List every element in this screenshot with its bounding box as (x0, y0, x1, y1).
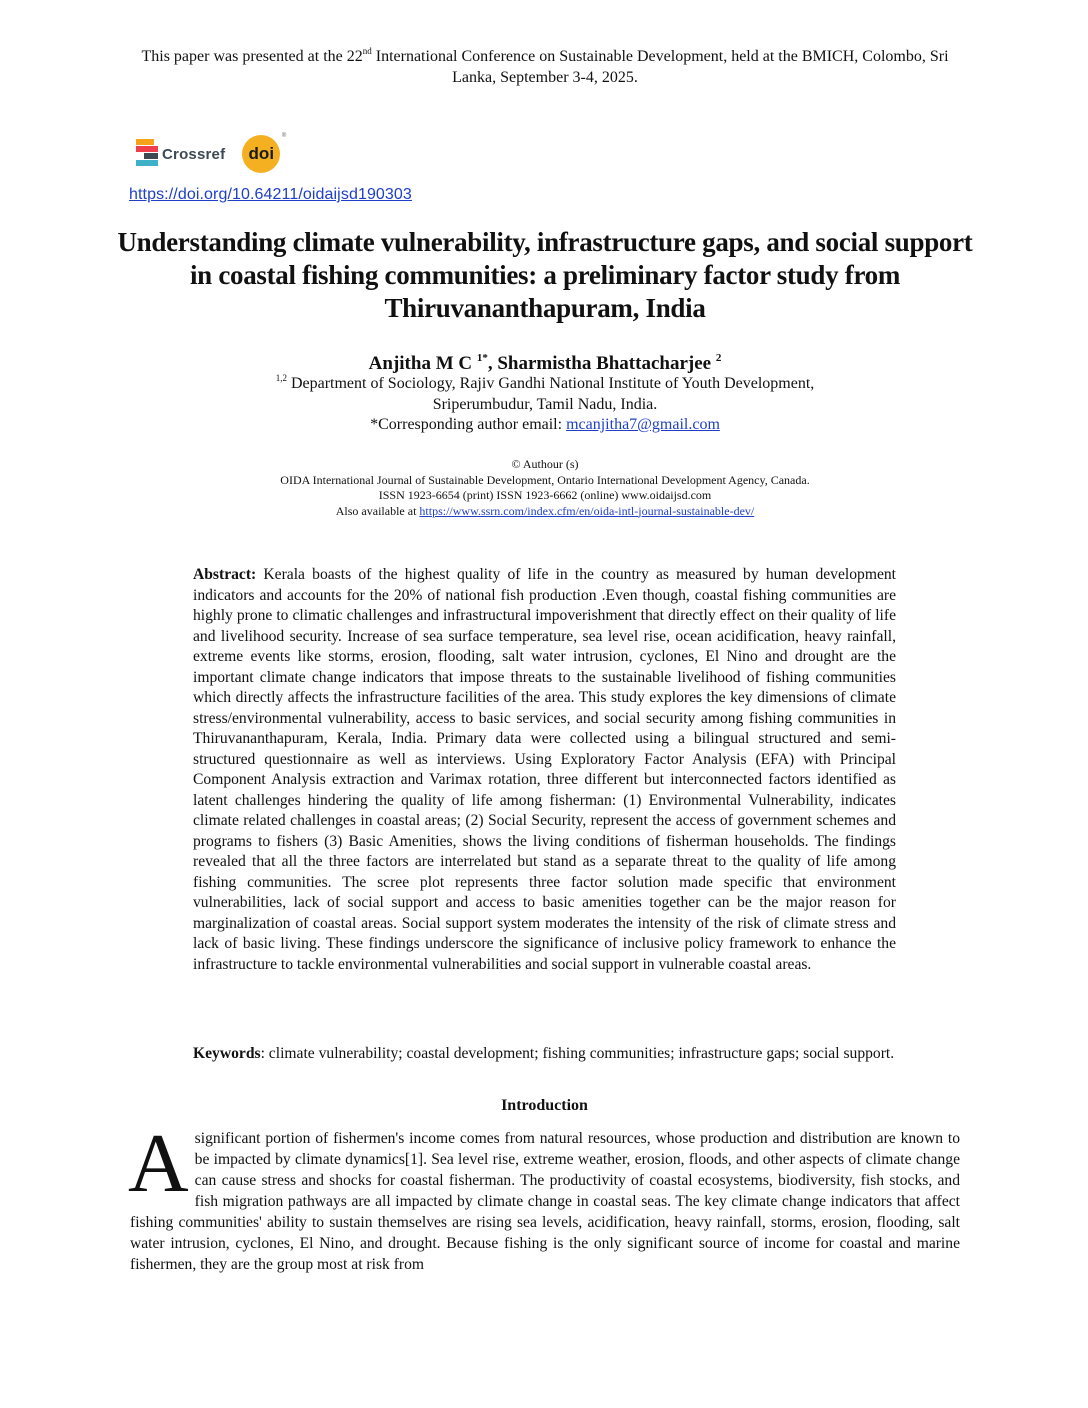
author-separator: , (487, 353, 498, 374)
keywords-label: Keywords (193, 1045, 261, 1062)
doi-logo-icon[interactable] (242, 133, 287, 173)
drop-cap: A (128, 1117, 189, 1210)
abstract-label: Abstract: (193, 566, 257, 583)
author-affiliation-mark: 1* (476, 352, 488, 364)
doi-label: doi (248, 144, 275, 163)
corresponding-author (150, 415, 940, 436)
affiliation-superscript: 1,2 (275, 373, 287, 383)
copyright-line: © Authour (s) (511, 457, 579, 471)
author-affiliation-mark: 2 (715, 352, 722, 364)
abstract (193, 565, 896, 975)
publisher-logos (136, 133, 287, 174)
email-link[interactable]: mcanjitha7@gmail.com (566, 416, 720, 433)
crossref-logo[interactable] (136, 139, 225, 169)
paper-title: Understanding climate vulnerability, infrastructure gaps, and social support in coastal fishing communities: a preliminary factor study from Thiruvananthapuram, India (117, 227, 973, 323)
keywords-text: : climate vulnerability; coastal development; fishing communities; infrastructure gaps; social support. (260, 1045, 895, 1062)
journal-info (200, 457, 890, 519)
abstract-text: Kerala boasts of the highest quality of life in the country as measured by human development indicators and accounts for the 20% of national fish production .Even though, coastal fishing communities are highly prone to climatic challenges and infrastructural impoverishment that directly effect on their quality of life and livelihood security. Increase of sea surface temperature, sea level rise, ocean acidification, heavy rainfall, extreme events like storms, erosion, flooding, salt water intrusion, cyclones, El Nino and drought are the important climate change indicators that impose threats to the sustainable livelihood of fishing communities which directly affects the infrastructure facilities of the area. This study explores the key dimensions of climate stress/environmental vulnerability, access to basic services, and social security among fishing communities in Thiruvananthapuram, Kerala, India. Primary data were collected using a bilingual structured and semi-structured questionnaire as well as interviews. Using Exploratory Factor Analysis (EFA) with Principal Component Analysis extraction and Varimax rotation, three different but interconnected factors identified as latent challenges hindering the quality of life among fisherman: (1) Environmental Vulnerability, indicates climate related challenges in coastal areas; (2) Social Security, represent the access of government schemes and programs to fishers (3) Basic Amenities, shows the living conditions of fisherman households. The findings revealed that all the three factors are interrelated but stand as a separate threat to the quality of life among fishing communities. The scree plot represents three factor solution made specific that environment vulnerabilities, lack of social support and access to basic amenities together can be the major reason for marginalization of coastal areas. Social support system moderates the intensity of the risk of climate stress and lack of basic living. These findings underscore the significance of inclusive policy framework to enhance the infrastructure to tackle environmental vulnerabilities and social support in vulnerable coastal areas. (193, 566, 896, 973)
doi-link[interactable]: https://doi.org/10.64211/oidaijsd190303 (129, 186, 412, 203)
affiliation-line (150, 374, 940, 395)
ordinal-superscript: nd (362, 46, 372, 56)
conference-note (120, 46, 970, 88)
crossref-label: Crossref (162, 145, 226, 163)
conference-note-text: This paper was presented at the 22 (141, 48, 363, 65)
registered-mark: ® (281, 133, 287, 139)
affiliation-text: Department of Sociology, Rajiv Gandhi National Institute of Youth Development, (286, 375, 815, 392)
ssrn-link[interactable]: https://www.ssrn.com/index.cfm/en/oida-intl-journal-sustainable-dev/ (419, 503, 755, 518)
journal-name: OIDA International Journal of Sustainable Development, Ontario International Development Agency, Canada. (280, 472, 810, 487)
affiliation-location: Sriperumbudur, Tamil Nadu, India. (432, 395, 658, 413)
conference-note-text-rest: International Conference on Sustainable Development, held at the BMICH, Colombo, Sri Lanka, September 3-4, 2025. (371, 48, 949, 86)
affiliation-block (150, 374, 940, 436)
availability-line (200, 504, 890, 520)
issn-line: ISSN 1923-6654 (print) ISSN 1923-6662 (online) www.oidaijsd.com (378, 488, 712, 502)
author-list (150, 352, 940, 376)
author-name: Anjitha M C (368, 353, 477, 374)
email-label: *Corresponding author email: (370, 416, 567, 433)
crossref-icon (136, 139, 158, 169)
introduction-text: significant portion of fishermen's income comes from natural resources, whose production and distribution are known to be impacted by climate dynamics[1]. Sea level rise, extreme weather, erosion, floods, and other aspects of climate change can cause stress and shocks for coastal fisherman. The productivity of coastal ecosystems, biodiversity, fish stocks, and fish migration pathways are all impacted by climate change in coastal seas. The key climate change indicators that affect fishing communities' ability to sustain themselves are rising sea levels, acidification, heavy rainfall, storms, erosion, flooding, salt water intrusion, cyclones, El Nino, and drought. Because fishing is the only significant source of income for coastal and marine fishermen, they are the group most at risk from (130, 1130, 960, 1273)
availability-label: Also available at (335, 503, 420, 518)
introduction-body (128, 1117, 960, 1275)
section-heading-introduction: Introduction (501, 1097, 588, 1114)
keywords (193, 1044, 896, 1065)
author-name: Sharmistha Bhattacharjee (497, 353, 716, 374)
